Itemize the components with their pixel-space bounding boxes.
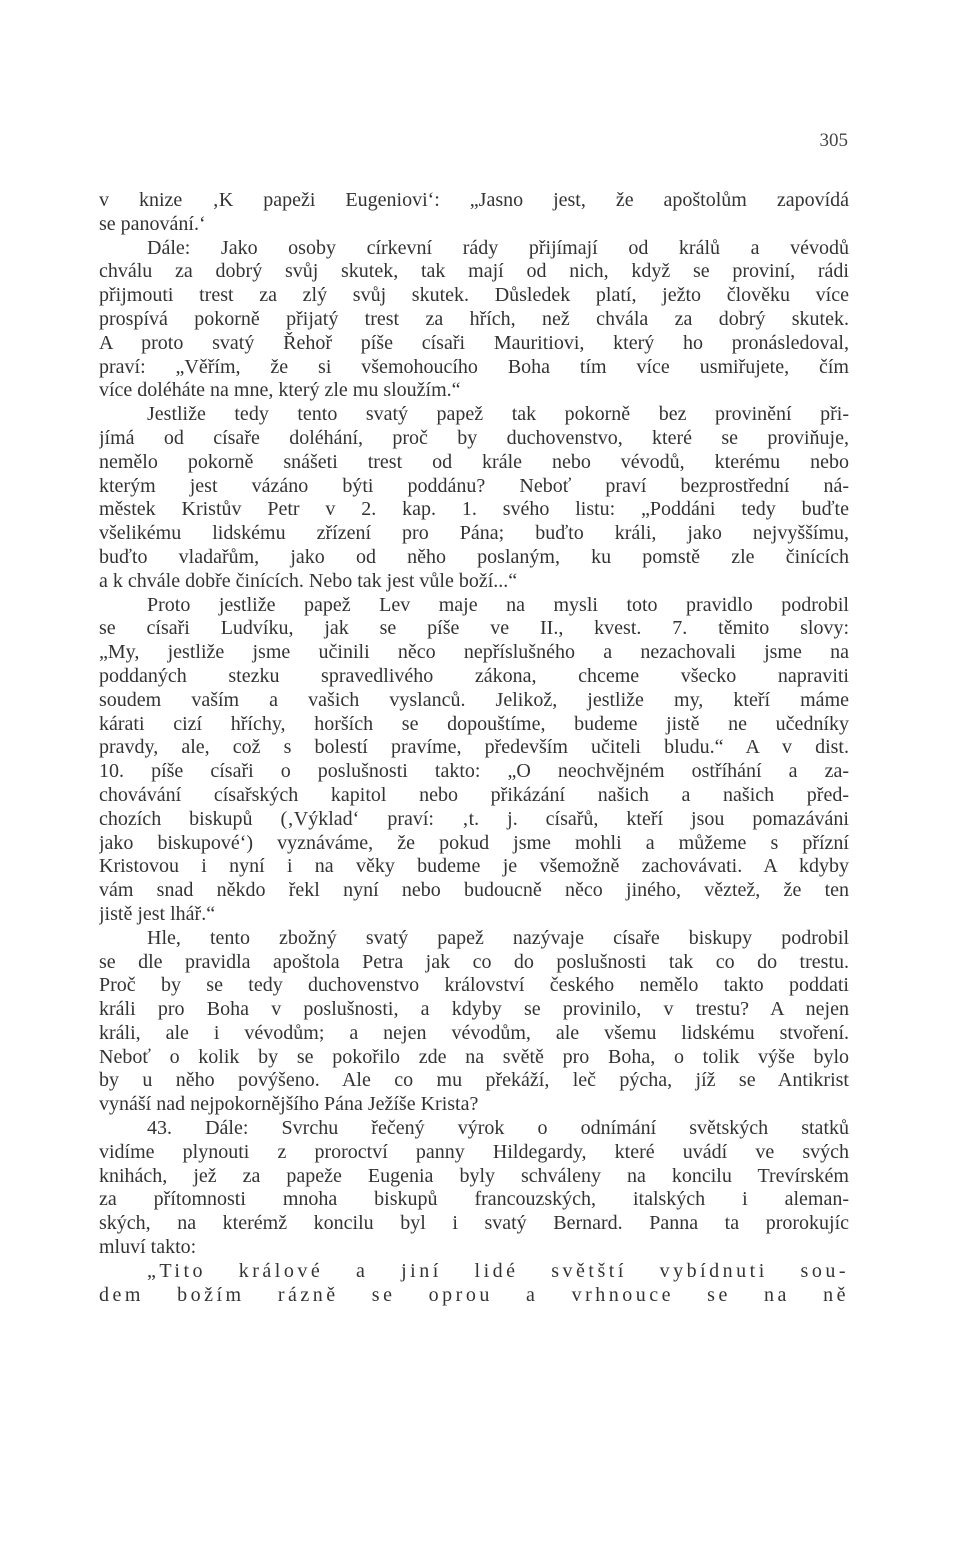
text-line: knihách, jež za papeže Eugenia byly schváleny na koncilu Trevírském bbox=[99, 1164, 849, 1187]
body-text bbox=[99, 189, 849, 1307]
text-line: Hle, tento zbožný svatý papež nazývaje císaře biskupy podrobil bbox=[147, 926, 849, 949]
text-line: Kristovou i nyní i na věky budeme je všemožně zachovávati. A kdyby bbox=[99, 855, 849, 878]
text-line: 43. Dále: Svrchu řečený výrok o odnímání světských statků bbox=[147, 1117, 849, 1140]
text-line: „My, jestliže jsme učinili něco nepříslušného a nezachovali jsme na bbox=[99, 641, 849, 664]
text-line: se císaři Ludvíku, jak se píše ve II., kvest. 7. těmito slovy: bbox=[99, 617, 849, 640]
text-line: městek Kristův Petr v 2. kap. 1. svého listu: „Poddáni tedy buďte bbox=[99, 498, 849, 521]
text-line: všelikému lidskému zřízení pro Pána; buďto králi, jako nejvyššímu, bbox=[99, 522, 849, 545]
text-line: v knize ‚K papeži Eugeniovi‘: „Jasno jest, že apoštolům zapovídá bbox=[99, 189, 849, 211]
text-line: Dále: Jako osoby církevní rády přijímají od králů a vévodů bbox=[147, 236, 849, 259]
text-line: A proto svatý Řehoř píše císaři Mauritiovi, který ho pronásledoval, bbox=[99, 331, 849, 354]
text-line: poddaných stezku spravedlivého zákona, chceme všecko napraviti bbox=[99, 664, 849, 687]
text-line: králi, ale i vévodům; a nejen vévodům, ale všemu lidskému stvoření. bbox=[99, 1021, 849, 1044]
text-line: buďto vladařům, jako od něho poslaným, ku pomstě zle činících bbox=[99, 545, 849, 568]
text-line: ských, na kterémž koncilu byl i svatý Bernard. Panna ta prorokujíc bbox=[99, 1212, 849, 1235]
text-line: vidíme plynouti z proroctví panny Hildegardy, které uvádí ve svých bbox=[99, 1140, 849, 1163]
text-line: Proč by se tedy duchovenstvo království českého nemělo takto poddati bbox=[99, 974, 849, 997]
text-line: kárati cizí hříchy, horších se dopouštíme, budeme jistě ne učedníky bbox=[99, 712, 849, 735]
page-number: 305 bbox=[819, 130, 848, 151]
text-line: vynáší nad nejpokornějšího Pána Ježíše Krista? bbox=[99, 1093, 479, 1116]
text-line: se dle pravidla apoštola Petra jak co do poslušnosti tak co do trestu. bbox=[99, 950, 849, 973]
text-line: 10. píše císaři o poslušnosti takto: „O neochvějném ostříhání a za- bbox=[99, 760, 849, 783]
text-line: by u něho povýšeno. Ale co mu překáží, leč pýcha, jíž se Antikrist bbox=[99, 1069, 849, 1092]
text-line: a k chvále dobře činících. Nebo tak jest vůle boží...“ bbox=[99, 569, 518, 592]
text-line: pravdy, ale, což s bolestí pravíme, především učiteli bludu.“ A v dist. bbox=[99, 736, 849, 759]
text-line: nemělo pokorně snášeti trest od krále nebo vévodů, kterému nebo bbox=[99, 450, 849, 473]
text-line: „Tito králové a jiní lidé světští vybídnuti sou- bbox=[147, 1259, 849, 1282]
text-line: mluví takto: bbox=[99, 1236, 197, 1259]
text-line: více doléháte na mne, který zle mu sloužím.“ bbox=[99, 379, 461, 402]
text-line: jistě jest lhář.“ bbox=[99, 902, 216, 925]
text-line: vám snad někdo řekl nyní nebo budoucně něco jiného, věztež, že ten bbox=[99, 879, 849, 902]
text-line: jímá od císaře doléhání, proč by duchovenstvo, které se proviňuje, bbox=[99, 426, 849, 449]
text-line: soudem vaším a vašich vyslanců. Jelikož, jestliže my, kteří máme bbox=[99, 688, 849, 711]
text-line: přijmouti trest za zlý svůj skutek. Důsledek platí, ježto člověku více bbox=[99, 284, 849, 307]
text-line: se panování.‘ bbox=[99, 212, 206, 235]
text-line: Jestliže tedy tento svatý papež tak pokorně bez provinění při- bbox=[147, 403, 849, 426]
text-line: jako biskupové‘) vyznáváme, že pokud jsme mohli a můžeme s přízní bbox=[99, 831, 849, 854]
text-line: chozích biskupů (‚Výklad‘ praví: ‚t. j. císařů, kteří jsou pomazáváni bbox=[99, 807, 849, 830]
text-line: praví: „Věřím, že si všemohoucího Boha tím více usmiřujete, čím bbox=[99, 355, 849, 378]
text-line: Proto jestliže papež Lev maje na mysli toto pravidlo podrobil bbox=[147, 593, 849, 616]
text-line: za přítomnosti mnoha biskupů francouzských, italských i aleman- bbox=[99, 1188, 849, 1211]
text-line: chovávání císařských kapitol nebo přikázání našich a našich před- bbox=[99, 783, 849, 806]
text-line: prospívá pokorně přijatý trest za hřích, než chvála za dobrý skutek. bbox=[99, 307, 849, 330]
text-line: králi pro Boha v poslušnosti, a kdyby se provinilo, v trestu? A nejen bbox=[99, 998, 849, 1021]
text-line: kterým jest vázáno býti poddánu? Neboť praví bezprostřední ná- bbox=[99, 474, 849, 497]
text-line: dem božím rázně se oprou a vrhnouce se na ně bbox=[99, 1283, 849, 1306]
text-line: Neboť o kolik by se pokořilo zde na světě pro Boha, o tolik výše bylo bbox=[99, 1045, 849, 1068]
text-line: chválu za dobrý svůj skutek, tak mají od nich, když se proviní, rádi bbox=[99, 260, 849, 283]
